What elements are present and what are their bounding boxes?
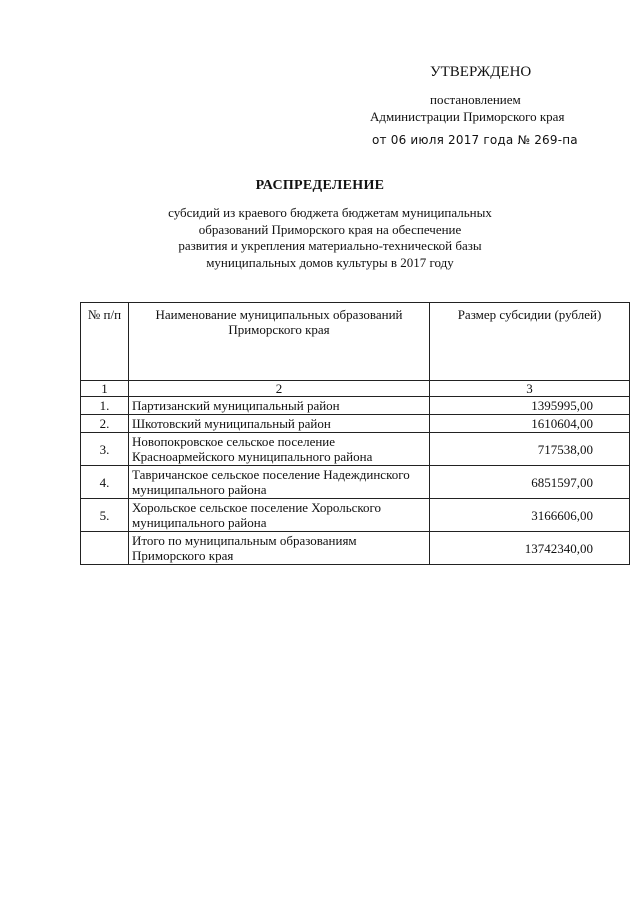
table-row	[81, 499, 630, 532]
total-name: Итого по муниципальным образованиям Приморского края	[129, 532, 430, 565]
subtitle-line: образований Приморского края на обеспечение	[198, 221, 462, 237]
row-name: Новопокровское сельское поселение Красноармейского муниципального района	[129, 433, 430, 466]
approval-title: УТВЕРЖДЕНО	[430, 64, 532, 80]
row-number: 5.	[81, 499, 129, 532]
subtitle-line: субсидий из краевого бюджета бюджетам муниципальных	[168, 205, 492, 220]
row-name: Шкотовский муниципальный район	[129, 415, 430, 433]
row-amount: 717538,00	[430, 433, 630, 466]
column-number: 1	[81, 381, 129, 397]
table-row	[81, 397, 630, 415]
table-row	[81, 415, 630, 433]
header-amount: Размер субсидии (рублей)	[430, 303, 630, 381]
row-number: 4.	[81, 466, 129, 499]
table-header-row	[81, 303, 630, 381]
row-amount: 6851597,00	[430, 466, 630, 499]
row-name: Хорольское сельское поселение Хорольского муниципального района	[129, 499, 430, 532]
header-name: Наименование муниципальных образований Приморского края	[129, 303, 430, 381]
row-number: 3.	[81, 433, 129, 466]
row-number: 2.	[81, 415, 129, 433]
column-number-row	[81, 381, 630, 397]
approval-line-2: Администрации Приморского края	[370, 109, 565, 124]
row-name: Партизанский муниципальный район	[129, 397, 430, 415]
subtitle-line: развития и укрепления материально-технической базы	[178, 238, 482, 253]
decree-stamp: от 06 июля 2017 года № 269-па	[372, 133, 578, 147]
row-amount: 1395995,00	[430, 397, 630, 415]
approval-block	[370, 64, 610, 147]
total-number	[81, 532, 129, 565]
header-number: № п/п	[81, 303, 129, 381]
row-amount: 1610604,00	[430, 415, 630, 433]
row-name: Тавричанское сельское поселение Надеждинского муниципального района	[129, 466, 430, 499]
subsidy-table	[80, 302, 630, 565]
column-number: 2	[129, 381, 430, 397]
table-row	[81, 466, 630, 499]
document-title: РАСПРЕДЕЛЕНИЕ	[255, 178, 385, 193]
total-row	[81, 532, 630, 565]
document-subtitle	[120, 205, 540, 271]
row-amount: 3166606,00	[430, 499, 630, 532]
total-amount: 13742340,00	[430, 532, 630, 565]
column-number: 3	[430, 381, 630, 397]
subtitle-line: муниципальных домов культуры в 2017 году	[206, 254, 454, 270]
approval-line-1: постановлением	[430, 92, 521, 107]
row-number: 1.	[81, 397, 129, 415]
table-row	[81, 433, 630, 466]
